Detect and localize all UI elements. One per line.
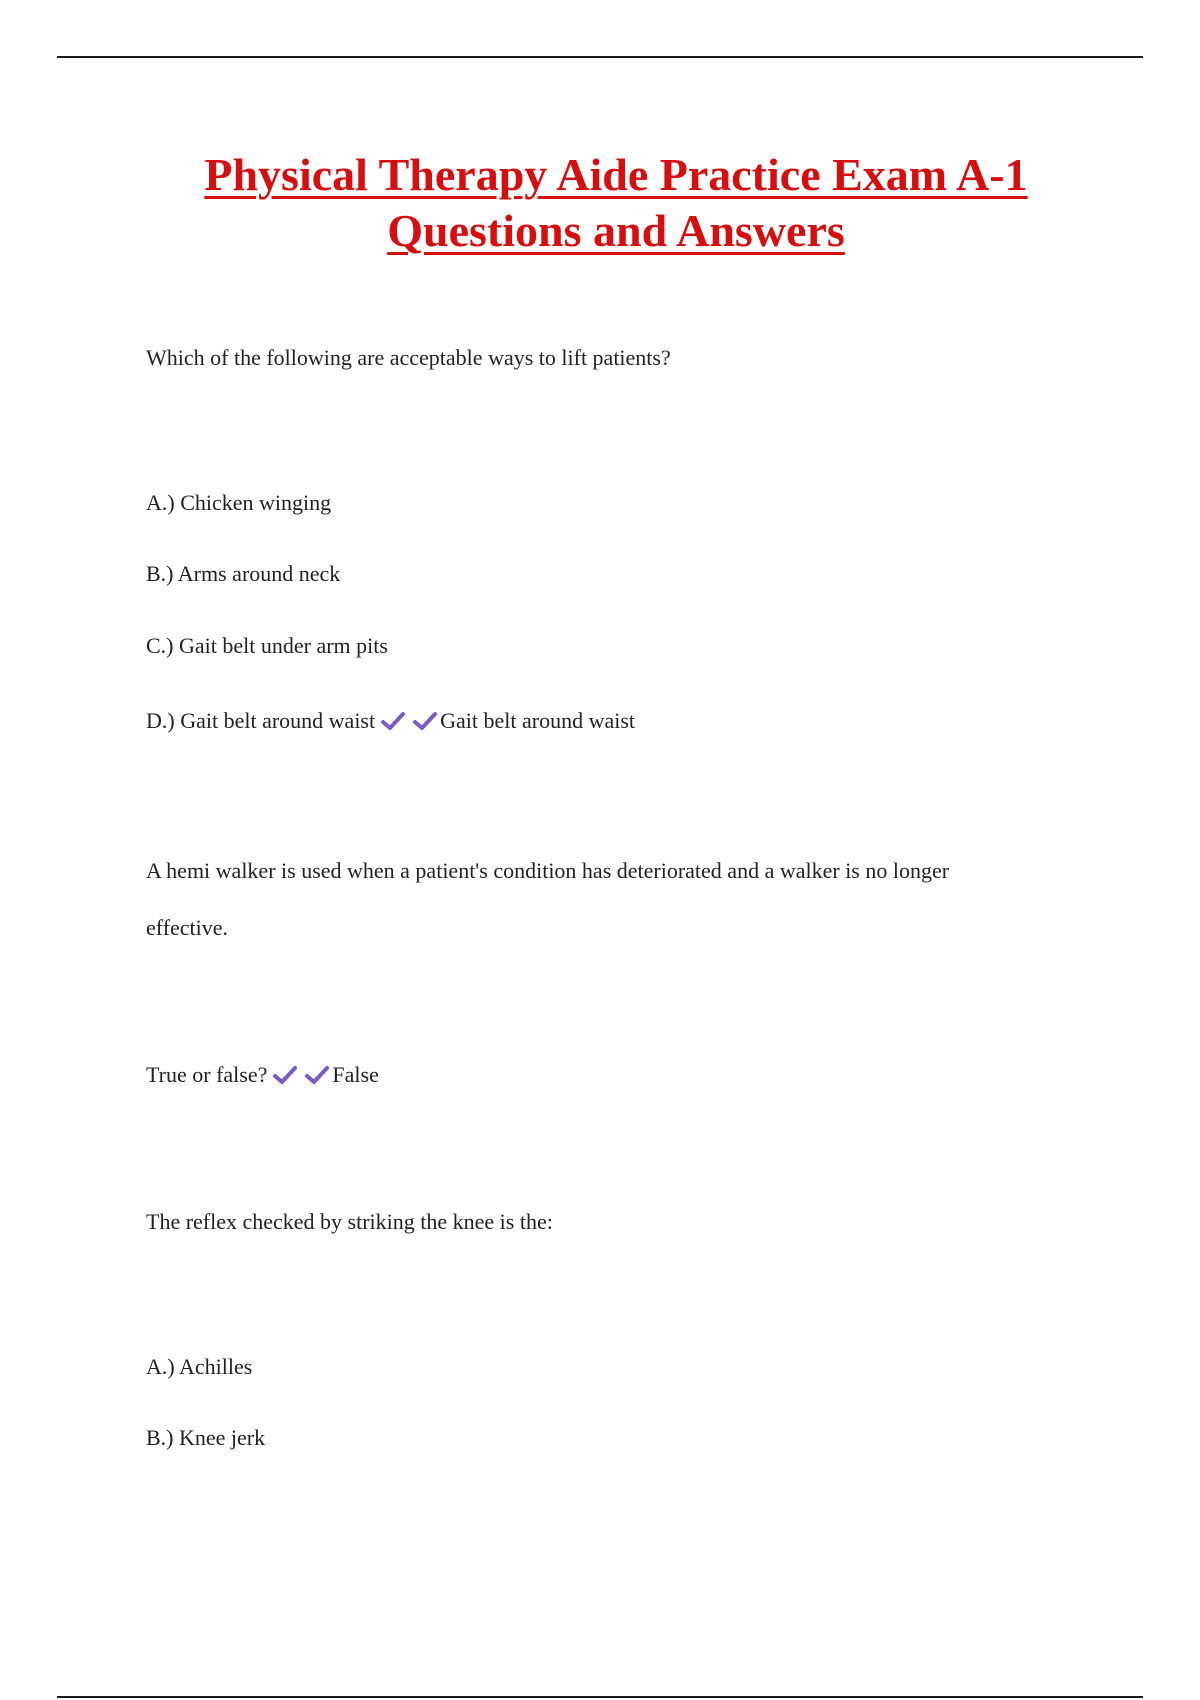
checkmark-icon	[272, 1065, 298, 1085]
question-3-option-b: B.) Knee jerk	[146, 1425, 266, 1450]
question-2-prompt-line-2: effective.	[146, 915, 229, 940]
checkmark-icon	[412, 711, 438, 731]
bottom-rule	[57, 1696, 1143, 1698]
question-1-option-a: A.) Chicken winging	[146, 490, 332, 515]
checkmark-icon	[304, 1065, 330, 1085]
question-1-answer: Gait belt around waist	[440, 708, 636, 733]
document-title-line-2: Questions and Answers	[387, 205, 845, 256]
question-2-prompt-line-1: A hemi walker is used when a patient's condition has deteriorated and a walker is no longer	[146, 858, 950, 883]
question-1-prompt: Which of the following are acceptable ways to lift patients?	[146, 345, 671, 370]
question-1-option-d-row	[146, 707, 635, 735]
question-1-option-d: D.) Gait belt around waist	[146, 708, 376, 733]
question-2-answer: False	[332, 1062, 379, 1087]
question-2-answer-row	[146, 1061, 379, 1089]
question-2-prompt-line-3: True or false?	[146, 1062, 268, 1087]
checkmark-icon	[380, 711, 406, 731]
question-1-option-b: B.) Arms around neck	[146, 561, 341, 586]
question-1-option-c: C.) Gait belt under arm pits	[146, 633, 388, 658]
question-3-option-a: A.) Achilles	[146, 1354, 253, 1379]
document-title-line-1: Physical Therapy Aide Practice Exam A-1	[204, 149, 1028, 200]
question-3-prompt: The reflex checked by striking the knee is the:	[146, 1209, 553, 1234]
top-rule	[57, 56, 1143, 58]
